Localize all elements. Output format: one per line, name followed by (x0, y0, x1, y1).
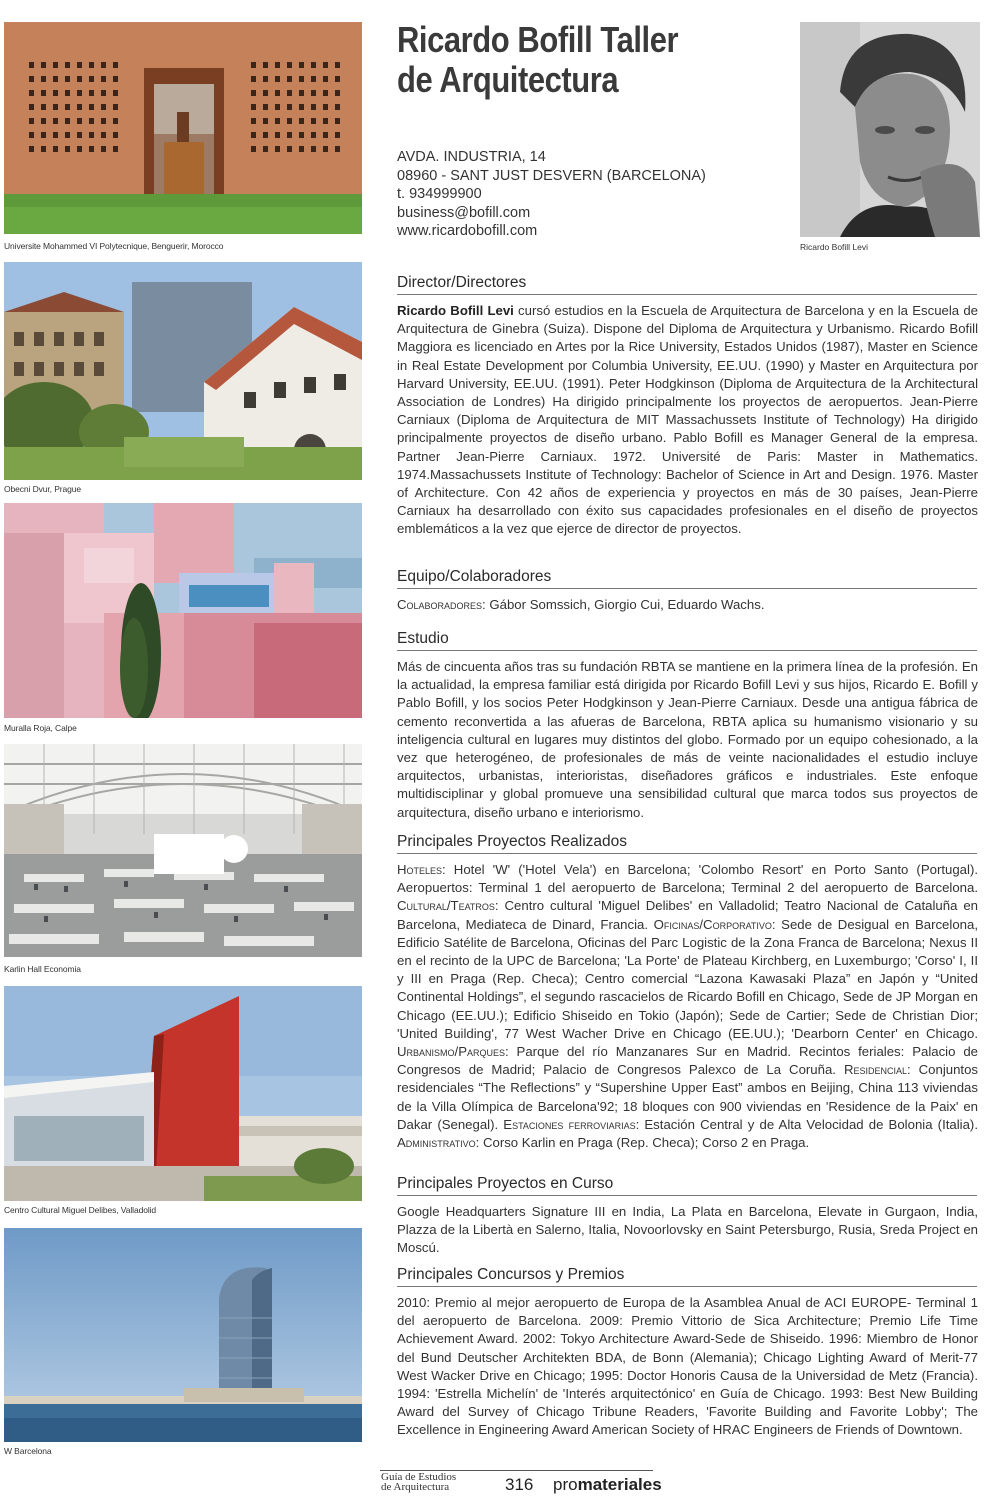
photo-caption: Universite Mohammed VI Polytecnique, Benguerir, Morocco (4, 241, 224, 251)
category-text: Centro cultural 'Miguel Delibes' en Valladolid; Teatro Nacional de Cataluña en Barcelona, Mediateca de Dinard, Francia. (397, 898, 978, 932)
section-heading-premios: Principales Concursos y Premios (397, 1266, 977, 1287)
photo-universite-mohammed-vi (4, 22, 362, 234)
director-bio: cursó estudios en la Escuela de Arquitectura de Barcelona y en la Escuela de Arquitectura de Ginebra (Suiza). Dispone del Diploma de Arquitectura y Urbanismo. Ricardo Bofill Maggiora es licenciado en Artes por la Rice University, Estados Unidos (1987), Master en Science in Real Estate Development por Columbia University, EE.UU. (1990) y Master en Arquitectura por Harvard University, EE.UU. (1991). Peter Hodgkinson (Diploma de Arquitectura de la Architectural Association de Londres) Ha dirigido principalmente los proyectos de aeropuertos. Jean-Pierre Carniaux (Diploma de Arquitectura de MIT Massachussets Institute of Technology) Ha dirigido principalmente proyectos de diseño urbano. Pablo Bofill es Manager General de la empresa. Partner Jean-Pierre Carniaux. 1972. Université de Paris: Master in Mathematics. 1974.Massachussets Institute of Technology: Bachelor of Science in Art and Design. 1976. Master of Architecture. Con 42 años de experiencia y proyectos en más de 30 países, Jean-Pierre Carniaux ha desarrollado con éxito sus capacidades profesionales en el diseño de proyectos emblemáticos a la vez que ejerce de director de proyectos. (397, 303, 978, 537)
category-label: Cultural/Teatros: (397, 898, 499, 914)
footer-brand-logo (553, 1475, 662, 1495)
photo-karlin-hall (4, 744, 362, 957)
category-text: Estación Central y de Alta Velocidad de Bolonia (Italia). (639, 1116, 978, 1132)
photo-caption: Karlin Hall Economia (4, 964, 81, 974)
page-number: 316 (505, 1475, 534, 1494)
section-body-realizados (397, 861, 978, 1152)
portrait-photo (800, 22, 980, 237)
category-label: Urbanismo/Parques: (397, 1044, 509, 1060)
portrait-caption: Ricardo Bofill Levi (800, 242, 869, 252)
footer-guide-line: de Arquitectura (381, 1481, 450, 1493)
category-label: Estaciones ferroviarias: (503, 1116, 640, 1132)
photo-caption: W Barcelona (4, 1446, 52, 1456)
category-text: Sede de Desigual en Barcelona, Edificio Satélite de Barcelona, Oficinas del Parc Logistic de la Zona Franca de Barcelona; Nexus II en el recinto de la UPC de Barcelona; 'La Porte' de Plateau Kirchberg, en Luxemburgo; 'Corso' I, II y III en Praga (Rep. Checa); Centro comercial “Lazona Kawasaki Plaza” en Japón y “United Continental Holdings”, el segundo rascacielos de Ricardo Bofill en Chicago, Sede de JP Morgan en Chicago (EE.UU.); Edificio Shiseido en Tokio (Japón); Sede de Cartier; Sede de Christian Dior; 'United Building', 77 West Wacher Drive en Chicago (EE.UU.); 'Dearborn Center' en Chicago. (397, 916, 978, 1041)
section-body-directores (397, 302, 978, 539)
contact-web[interactable]: www.ricardobofill.com (397, 223, 538, 239)
section-body-curso: Google Headquarters Signature III en India, La Plata en Barcelona, Elevate in Gurgaon, India, Plazza de la Libertà en Salerno, Italia, Novoorlovsky en Saint Petersburgo, Rusia, Sreda Project en Moscú. (397, 1204, 978, 1256)
collaborators-list: Gábor Somssich, Giorgio Cui, Eduardo Wachs. (485, 597, 765, 612)
category-text: Parque del río Manzanares Sur en Madrid. Recintos feriales: Palacio de Congresos de Madrid; Palacio de Congresos Palexco de La Coruña. (397, 1044, 978, 1078)
brand-materiales: materiales (577, 1475, 662, 1494)
brand-pro: pro (553, 1475, 578, 1494)
director-name: Ricardo Bofill Levi (397, 303, 514, 318)
section-body-premios: 2010: Premio al mejor aeropuerto de Europa de la Asamblea Anual de ACI EUROPE- Terminal 1 del aeropuerto de Barcelona. 2009: Premio Vittorio de Sica Architecture; Premio Life Time Achievement Award. 2002: Tokyo Architecture Award-Sede de Shiseido. 1996: Miembro de Honor del Bund Deutscher Architekten BDA, de Bonn (Alemania); Chicago Lighting Award of Merit-77 West Wacker Drive en Chicago; 1995: Doctor Honoris Causa de la Universidad de Metz (Francia). 1994: 'Estrella Michelín' de 'Interés arquitectónico' en Guía de Chicago. 1993: Best New Building Award del Survey of Chicago Tribune Readers, 'Favorite Building and Favorite Lobby'; The Excellence in Engineering Award American Society of HRAC Engineers de Friends of Downtown. (397, 1295, 978, 1438)
section-body-estudio: Más de cincuenta años tras su fundación RBTA se mantiene en la primera línea de la profesión. En la actualidad, la empresa familiar está dirigida por Ricardo Bofill Levi y sus hijos, Ricardo E. Bofill y Pablo Bofill, y los socios Peter Hodgkinson y Jean-Pierre Carniaux. Desde una antigua fábrica de cemento reconvertida a las afueras de Barcelona, RBTA aplica su humanismo visionario y su inteligencia cultural en lugares muy distintos del globo. Formado por un equipo cohesionado, a la vez que heterogéneo, de profesionales de más de veinte nacionalidades el estudio incluye arquitectos, urbanistas, interioristas, diseñadores gráficos e industriales. Este enfoque multidisciplinar y global promueve una sensibilidad cultural que marca todos sus proyectos de arquitectura, diseño urbano e interiorismo. (397, 659, 978, 820)
contact-address: AVDA. INDUSTRIA, 14 (397, 149, 546, 165)
footer-guide-line: Guía de Estudios (381, 1471, 457, 1483)
category-label: Hoteles: (397, 862, 446, 877)
photo-caption: Muralla Roja, Calpe (4, 723, 77, 733)
category-label: Oficinas/Corporativo: (653, 916, 776, 932)
footer-guide-title (381, 1472, 456, 1492)
photo-obecni-dvur (4, 262, 362, 480)
contact-phone: t. 934999900 (397, 186, 482, 202)
section-heading-equipo: Equipo/Colaboradores (397, 568, 977, 589)
category-text: Corso Karlin en Praga (Rep. Checa); Corso 2 en Praga. (479, 1135, 810, 1151)
photo-caption: Centro Cultural Miguel Delibes, Valladolid (4, 1205, 157, 1215)
section-heading-realizados: Principales Proyectos Realizados (397, 833, 977, 854)
section-heading-curso: Principales Proyectos en Curso (397, 1175, 977, 1196)
page-title (397, 20, 732, 100)
category-text: Hotel 'W' ('Hotel Vela') en Barcelona; 'Colombo Resort' en Porto Santo (Portugal). Aeropuertos: Terminal 1 del aeropuerto de Barcelona; Terminal 2 del aeropuerto de Barcelona. (397, 862, 978, 896)
photo-muralla-roja (4, 503, 362, 718)
photo-w-barcelona (4, 1228, 362, 1442)
photo-caption: Obecni Dvur, Prague (4, 484, 82, 494)
title-line: de Arquitectura (397, 59, 619, 100)
photo-centro-miguel-delibes (4, 986, 362, 1201)
section-heading-directores: Director/Directores (397, 274, 977, 295)
category-label: Residencial: (843, 1062, 911, 1078)
contact-email[interactable]: business@bofill.com (397, 204, 531, 221)
section-heading-estudio: Estudio (397, 630, 977, 651)
contact-city: 08960 - SANT JUST DESVERN (BARCELONA) (397, 167, 706, 184)
title-line: Ricardo Bofill Taller (397, 19, 679, 60)
section-body-equipo (397, 596, 978, 614)
category-label: Administrativo: (397, 1135, 480, 1151)
collaborators-label: Colaboradores: (397, 597, 486, 612)
contact-block (397, 148, 777, 241)
category-text: Conjuntos residenciales “The Reflections” y “Supershine Upper East” ambos en Beijing, China 113 viviendas de la Villa Olímpica de Barcelona'92; 18 bloques con 900 viviendas en 'Residence de la Paix' en Dakar (Senegal). (397, 1062, 979, 1132)
